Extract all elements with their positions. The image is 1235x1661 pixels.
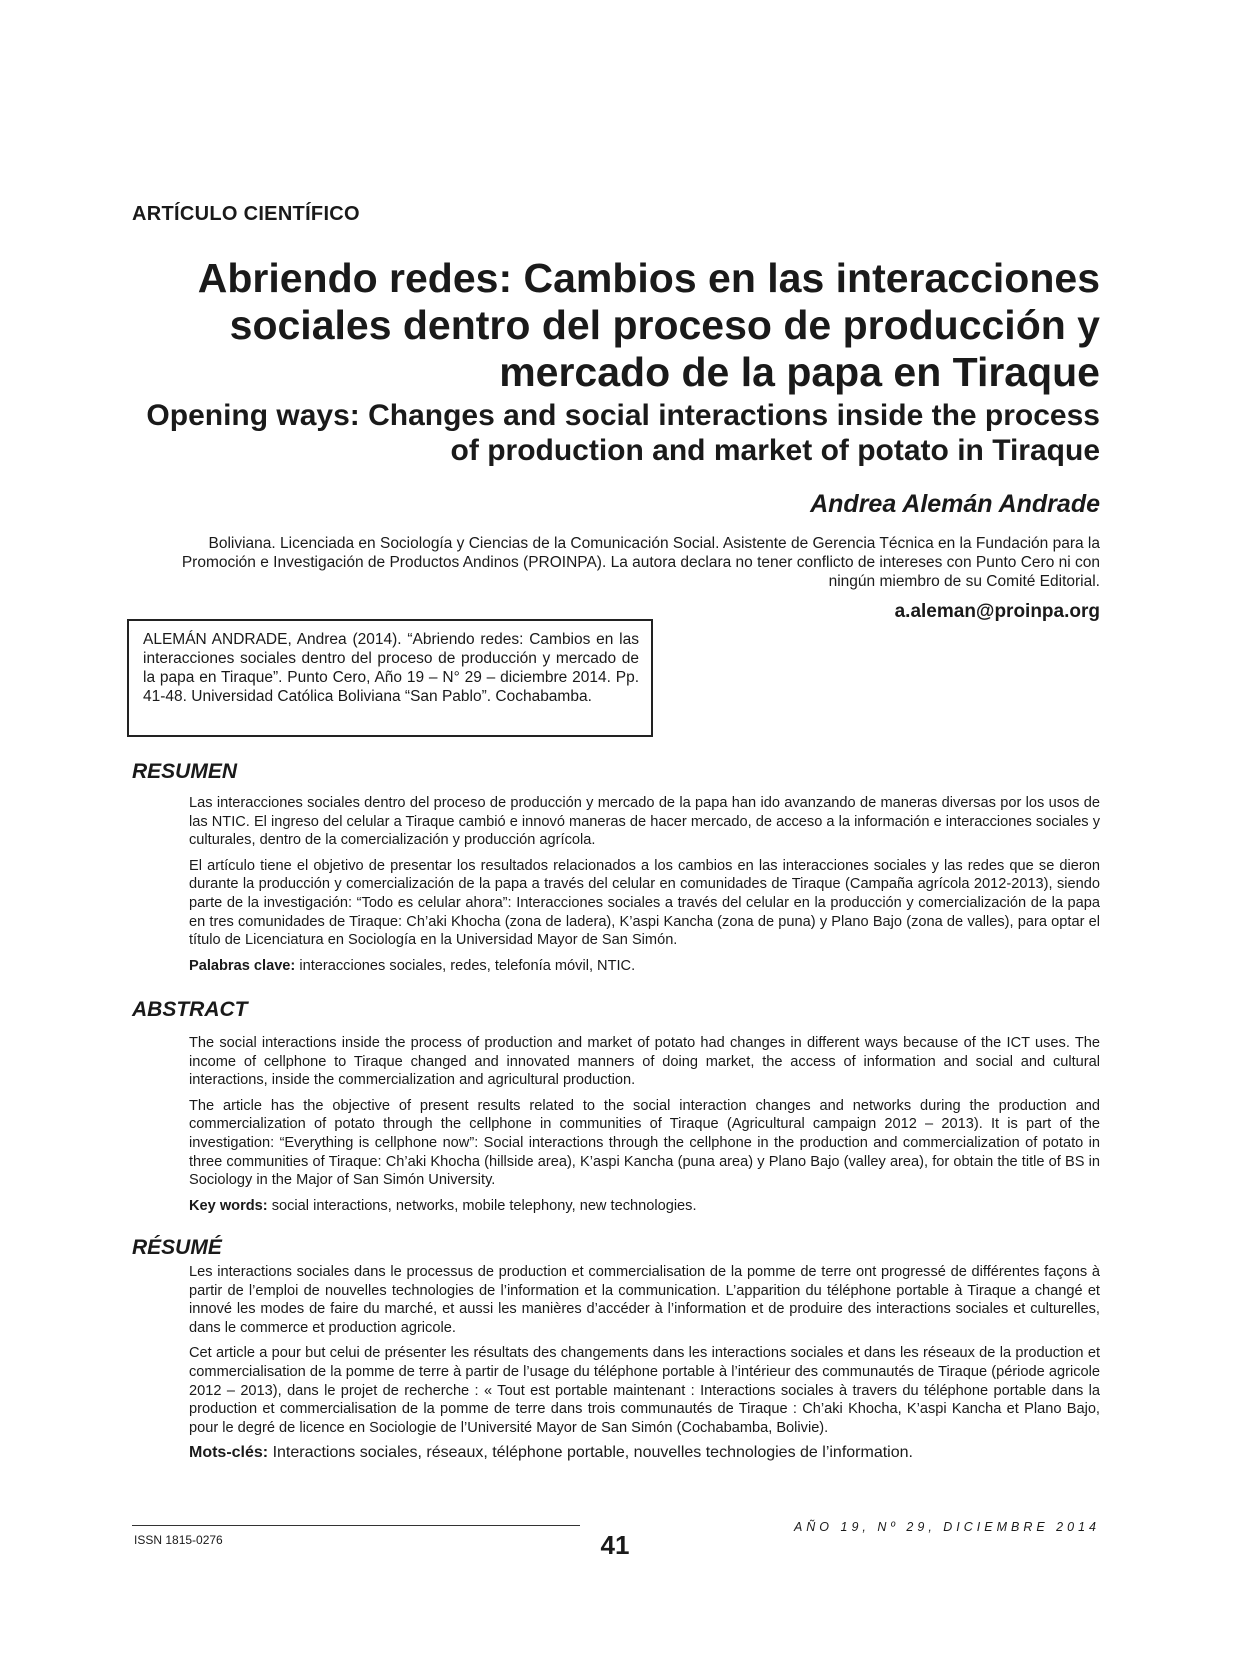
abstract-paragraph-1: The social interactions inside the process of production and market of potato had changes in different ways because of the ICT uses. The income of cellphone to Tiraque changed and innovated manners of doing market, the access of information and social and cultural interactions, inside the commercialization and agricultural production. xyxy=(189,1035,1100,1089)
abstract-paragraph-2: The article has the objective of present results related to the social interaction changes and networks during the production and commercialization of potato through the cellphone in communities of Tiraque (Agricultural campaign 2012 – 2013). It is part of the investigation: “Everything is cellphone now”: Social interactions through the cellphone in the production and commercialization of potato in three communities of Tiraque: Ch’aki Khocha (hillside area), K’aspi Kancha (puna area) y Plano Bajo (valley area), for obtain the title of BS in Sociology in the Major of San Simón University. xyxy=(189,1097,1100,1189)
abstract-section xyxy=(189,1034,1100,1222)
resume-keywords-text: Interactions sociales, réseaux, téléphone portable, nouvelles technologies de l’information. xyxy=(268,1444,913,1462)
resumen-keywords-text: interacciones sociales, redes, telefonía móvil, NTIC. xyxy=(295,957,636,974)
resumen-section xyxy=(189,794,1100,982)
abstract-keywords-text: social interactions, networks, mobile telephony, new technologies. xyxy=(267,1197,697,1214)
page-number: 41 xyxy=(600,1530,630,1560)
resume-keywords xyxy=(189,1444,1100,1463)
article-title-english: Opening ways: Changes and social interactions inside the process of production and market of potato in Tiraque xyxy=(146,399,1100,467)
resume-keywords-label: Mots-clés: xyxy=(189,1444,269,1462)
citation-box: ALEMÁN ANDRADE, Andrea (2014). “Abriendo redes: Cambios en las interacciones sociales dentro del proceso de producción y mercado de la papa en Tiraque”. Punto Cero, Año 19 – N° 29 – diciembre 2014. Pp. 41-48. Universidad Católica Boliviana “San Pablo”. Cochabamba. xyxy=(127,619,653,737)
issn: ISSN 1815-0276 xyxy=(134,1533,223,1547)
author-affiliation: Boliviana. Licenciada en Sociología y Ciencias de la Comunicación Social. Asistente de Gerencia Técnica en la Fundación para la Promoción e Investigación de Productos Andinos (PROINPA). La autora declara no tener conflicto de intereses con Punto Cero ni con ningún miembro de su Comité Editorial. xyxy=(181,535,1100,590)
abstract-keywords xyxy=(189,1197,1100,1216)
abstract-keywords-label: Key words: xyxy=(189,1197,268,1214)
resumen-paragraph-1: Las interacciones sociales dentro del proceso de producción y mercado de la papa han ido avanzando de maneras diversas por los usos de las NTIC. El ingreso del celular a Tiraque cambió e innovó maneras de hacer mercado, de acceso a la información e interacciones sociales y culturales, dentro de la comercialización y producción agrícola. xyxy=(189,795,1100,849)
resume-paragraph-2: Cet article a pour but celui de présenter les résultats des changements dans les interactions sociales et dans les réseaux de la production et commercialisation de la pomme de terre à partir de l’usage du téléphone portable à l’intérieur des communautés de Tiraque (période agricole 2012 – 2013), dans le projet de recherche : « Tout est portable maintenant : Interactions sociales à travers du téléphone portable dans la production et commercialisation de la pomme de terre dans trois communautés de Tiraque : Ch’aki Khocha, K’aspi Kancha et Plano Bajo, pour le degré de licence en Sociologie de l’Université Mayor de San Simón (Cochabamba, Bolivie). xyxy=(189,1345,1100,1436)
resumen-heading: RESUMEN xyxy=(132,760,238,783)
section-label: ARTÍCULO CIENTÍFICO xyxy=(132,203,360,225)
resume-heading: RÉSUMÉ xyxy=(132,1236,222,1259)
resumen-keywords-label: Palabras clave: xyxy=(189,957,296,974)
resume-paragraph-1: Les interactions sociales dans le processus de production et commercialisation de la pomme de terre ont progressé de différentes façons à partir de l’emploi de nouvelles technologies de l’information et la communication. L’apparition du téléphone portable à Tiraque a changé et innové les modes de faire du marché, et aussi les manières d’accéder à l’information et de produire des interactions sociales et culturelles, dans le commerce et production agricole. xyxy=(189,1264,1100,1336)
resume-section xyxy=(189,1263,1100,1470)
article-title-spanish: Abriendo redes: Cambios en las interacciones sociales dentro del proceso de producción y mercado de la papa en Tiraque xyxy=(197,255,1100,395)
footer-divider xyxy=(132,1525,580,1526)
resumen-paragraph-2: El artículo tiene el objetivo de presentar los resultados relacionados a los cambios en las interacciones sociales y las redes que se dieron durante la producción y comercialización de la papa a través del celular en comunidades de Tiraque (Campaña agrícola 2012-2013), siendo parte de la investigación: “Todo es celular ahora”: Interacciones sociales a través del celular en la producción y comercialización de la papa en tres comunidades de Tiraque: Ch’aki Khocha (zona de ladera), K’aspi Kancha (zona de puna) y Plano Bajo (zona de valles), para optar el título de Licenciatura en Sociología en la Universidad Mayor de San Simón. xyxy=(189,857,1100,949)
author-name: Andrea Alemán Andrade xyxy=(810,490,1100,518)
author-email: a.aleman@proinpa.org xyxy=(894,601,1100,622)
resumen-keywords xyxy=(189,957,1100,976)
issue-info: AÑO 19, Nº 29, DICIEMBRE 2014 xyxy=(793,1520,1100,1534)
abstract-heading: ABSTRACT xyxy=(132,998,248,1021)
